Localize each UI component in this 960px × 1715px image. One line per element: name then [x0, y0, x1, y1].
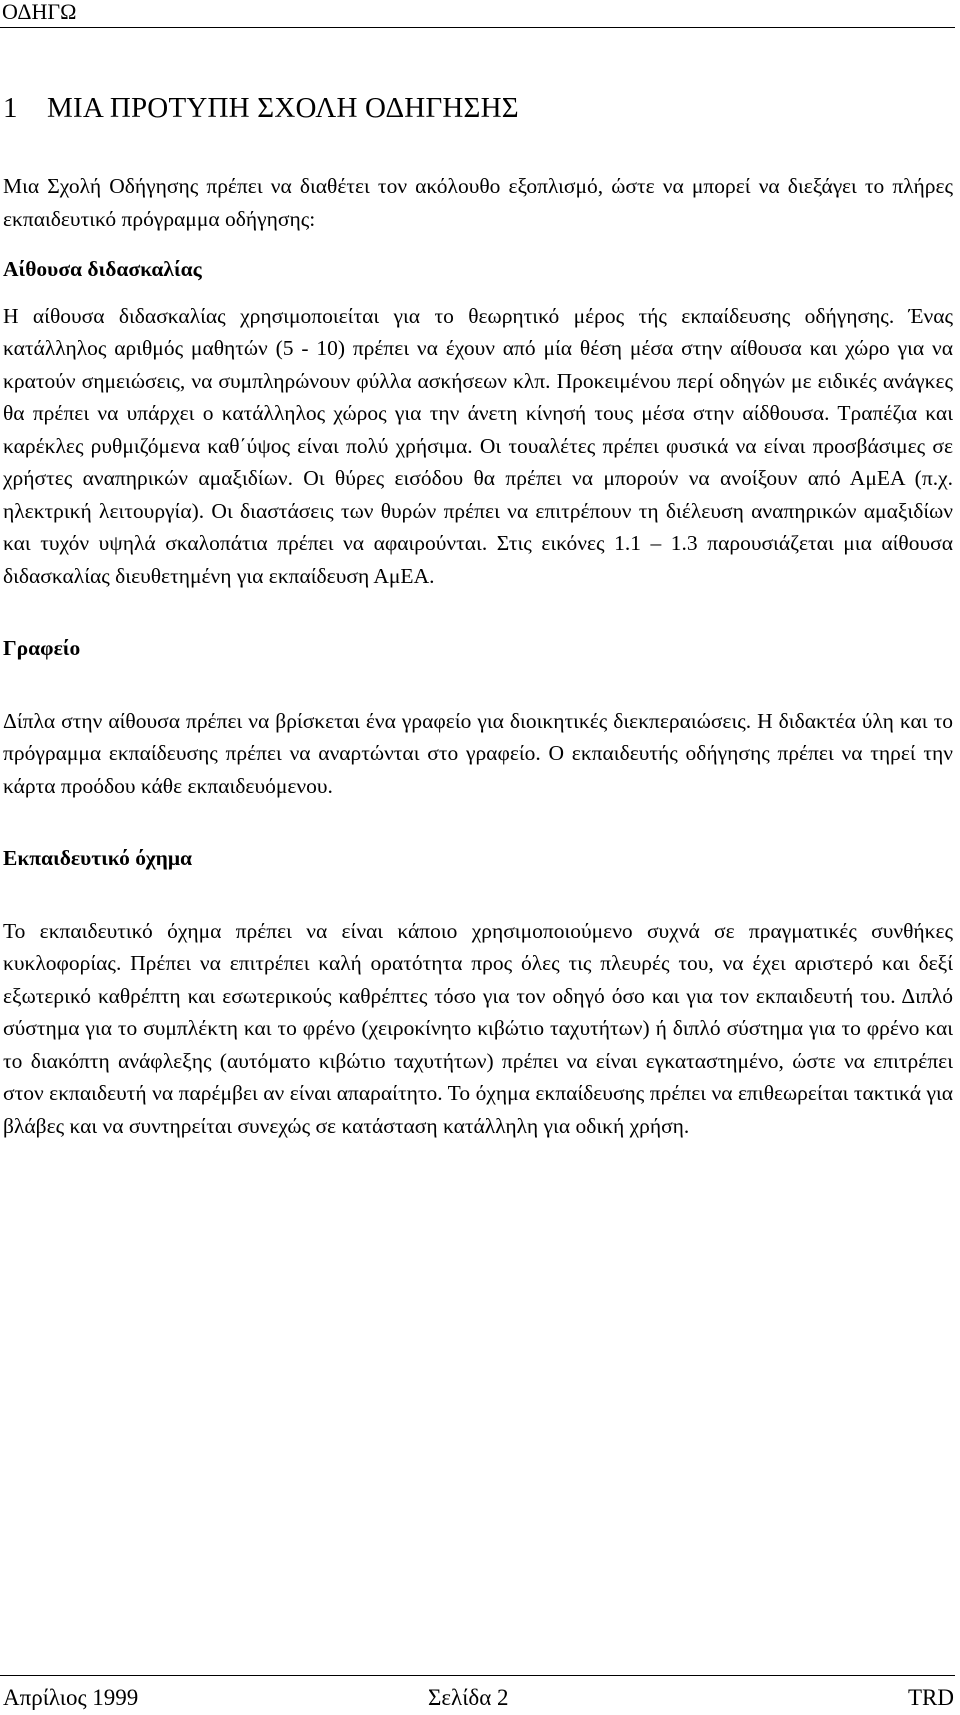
- page-footer: [0, 1675, 960, 1715]
- section-body-vehicle: Το εκπαιδευτικό όχημα πρέπει να είναι κάποιο χρησιμοποιούμενο συχνά σε πραγματικές συνθήκες κυκλοφορίας. Πρέπει να επιτρέπει καλή ορατότητα προς όλες τις πλευρές του, να έχει αριστερό και δεξί εξωτερικό καθρέπτη και εσωτερικούς καθρέπτες τόσο για τον οδηγό όσο και για τον εκπαιδευτή του. Διπλό σύστημα για το συμπλέκτη και το φρένο (χειροκίνητο κιβώτιο ταχυτήτων) ή διπλό σύστημα για το φρένο και το διακόπτη ανάφλεξης (αυτόματο κιβώτιο ταχυτήτων) πρέπει να είναι εγκαταστημένο, ώστε να επιτρέπει στον εκπαιδευτή να παρέμβει αν είναι απαραίτητο. Το όχημα εκπαίδευσης πρέπει να επιθεωρείται τακτικά για βλάβες και να συντηρείται συνεχώς σε κατάσταση κατάλληλη για οδική χρήση.: [3, 918, 953, 1138]
- chapter-title: [3, 90, 953, 126]
- header-divider: [0, 27, 955, 28]
- chapter-number: 1: [3, 92, 18, 124]
- section-heading-vehicle: Εκπαιδευτικό όχημα: [3, 846, 193, 870]
- section-heading-classroom: Αίθουσα διδασκαλίας: [3, 257, 202, 281]
- section-body-classroom: Η αίθουσα διδασκαλίας χρησιμοποιείται για το θεωρητικό μέρος τής εκπαίδευσης οδήγησης. Ένας κατάλληλος αριθμός μαθητών (5 - 10) πρέπει να έχουν από μία θέση μέσα στην αίθουσα και χώρο για να κρατούν σημειώσεις, να συμπληρώνουν φύλλα ασκήσεων κλπ. Προκειμένου περί οδηγών με ειδικές ανάγκες θα πρέπει να υπάρχει ο κατάλληλος χώρος για την άνετη κίνησή τους μέσα στην αίδθουσα. Τραπέζια και καρέκλες ρυθμιζόμενα καθ΄ύψος είναι πολύ χρήσιμα. Οι τουαλέτες πρέπει φυσικά να είναι προσβάσιμες σε χρήστες αναπηρικών αμαξιδίων. Οι θύρες εισόδου θα πρέπει να μπορούν να ανοίξουν από ΑμΕΑ (π.χ. ηλεκτρική λειτουργία). Οι διαστάσεις των θυρών πρέπει να επιτρέπουν τη διέλευση αναπηρικών αμαξιδίων και τυχόν υψηλά σκαλοπάτια πρέπει να αφαιρούνται. Στις εικόνες 1.1 – 1.3 παρουσιάζεται μια αίθουσα διδασκαλίας διευθετημένη για εκπαίδευση ΑμΕΑ.: [3, 303, 953, 588]
- intro-paragraph: Μια Σχολή Οδήγησης πρέπει να διαθέτει τον ακόλουθο εξοπλισμό, ώστε να μπορεί να διεξάγει το πλήρες εκπαιδευτικό πρόγραμμα οδήγησης:: [3, 174, 953, 231]
- running-header-title: ΟΔΗΓΩ: [2, 0, 77, 24]
- section-heading-office: Γραφείο: [3, 636, 81, 660]
- page-header: [0, 0, 960, 34]
- footer-date: Απρίλιος 1999: [3, 1685, 139, 1710]
- footer-page-number: Σελίδα 2: [428, 1685, 509, 1710]
- footer-divider: [0, 1675, 955, 1676]
- section-body-office: Δίπλα στην αίθουσα πρέπει να βρίσκεται ένα γραφείο για διοικητικές διεκπεραιώσεις. Η διδακτέα ύλη και το πρόγραμμα εκπαίδευσης πρέπει να αναρτώνται στο γραφείο. Ο εκπαιδευτής οδήγησης πρέπει να τηρεί την κάρτα προόδου κάθε εκπαιδευόμενου.: [3, 708, 953, 798]
- document-body: [3, 90, 953, 1142]
- footer-code: TRD: [908, 1685, 954, 1710]
- chapter-title-text: ΜΙΑ ΠΡΟΤΥΠΗ ΣΧΟΛΗ ΟΔΗΓΗΣΗΣ: [47, 92, 519, 124]
